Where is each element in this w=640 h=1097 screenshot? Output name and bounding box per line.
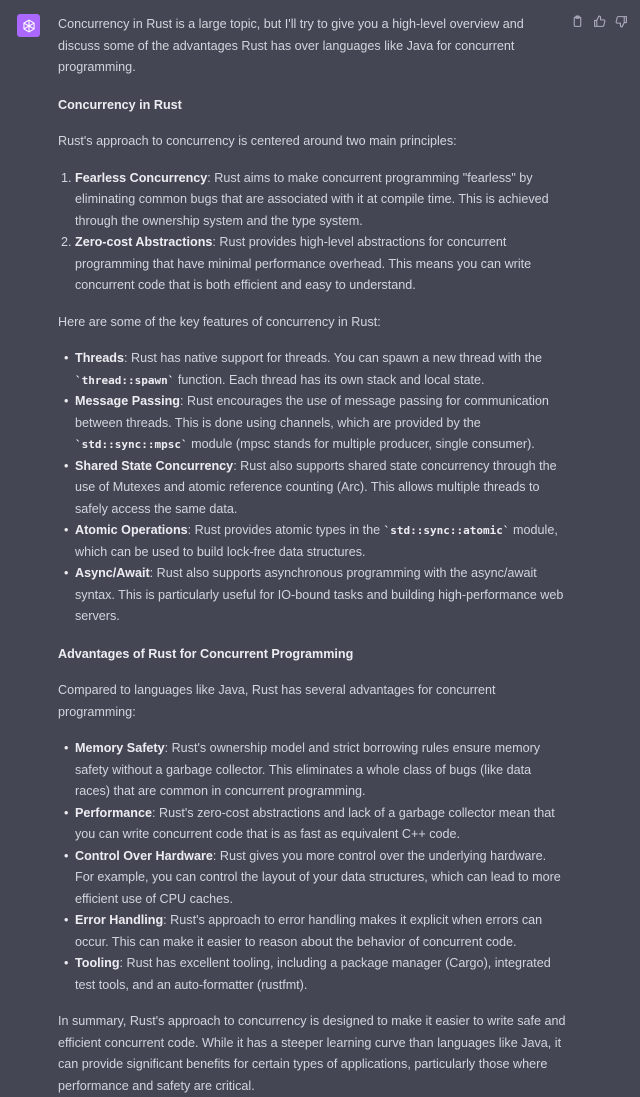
- list-item: 2. Zero-cost Abstractions: Rust provides high-level abstractions for concurrent programming that have minimal performance overhead. This means you can write concurrent code that is both efficient and easy to understand.: [75, 232, 568, 297]
- list-item: • Shared State Concurrency: Rust also supports shared state concurrency through the use of Mutexes and atomic reference counting (Arc). This allows multiple threads to safely access the same data.: [75, 456, 568, 521]
- list-item: • Error Handling: Rust's approach to error handling makes it explicit when errors can occur. This can make it easier to reason about the behavior of concurrent code.: [75, 910, 568, 953]
- features-lead: Here are some of the key features of concurrency in Rust:: [58, 314, 381, 329]
- section-heading-advantages: Advantages of Rust for Concurrent Programming: [58, 646, 354, 661]
- list-item: • Async/Await: Rust also supports asynchronous programming with the async/await syntax. This is particularly useful for IO-bound tasks and building high-performance web servers.: [75, 563, 568, 628]
- list-item: • Performance: Rust's zero-cost abstractions and lack of a garbage collector mean that you can write concurrent code that is as fast as equivalent C++ code.: [75, 803, 568, 846]
- principles-lead: Rust's approach to concurrency is centered around two main principles:: [58, 134, 457, 148]
- advantages-list: [58, 738, 568, 996]
- summary-paragraph: In summary, Rust's approach to concurrency is designed to make it easier to write safe and efficient concurrent code. While it has a steeper learning curve than languages like Java, it can provide significant benefits for certain types of applications, particularly those where performance and safety are critical.: [58, 1014, 566, 1093]
- principles-list: [58, 168, 568, 297]
- thumbs-down-icon[interactable]: [615, 14, 628, 27]
- features-list: [58, 348, 568, 628]
- list-item: • Control Over Hardware: Rust gives you more control over the underlying hardware. For example, you can control the layout of your data structures, which can lead to more efficient use of CPU caches.: [75, 846, 568, 911]
- advantages-lead: Compared to languages like Java, Rust has several advantages for concurrent programming:: [58, 683, 496, 719]
- list-item: • Atomic Operations: Rust provides atomic types in the `std::sync::atomic` module, which can be used to build lock-free data structures.: [75, 520, 568, 563]
- list-item: • Threads: Rust has native support for threads. You can spawn a new thread with the `thread::spawn` function. Each thread has its own stack and local state.: [75, 348, 568, 391]
- list-item: • Message Passing: Rust encourages the use of message passing for communication between threads. This is done using channels, which are provided by the `std::sync::mpsc` module (mpsc stands for multiple producer, single consumer).: [75, 391, 568, 456]
- thumbs-up-icon[interactable]: [593, 14, 606, 27]
- clipboard-icon[interactable]: [571, 14, 584, 27]
- openai-logo-icon: [17, 14, 40, 37]
- list-item: • Tooling: Rust has excellent tooling, including a package manager (Cargo), integrated test tools, and an auto-formatter (rustfmt).: [75, 953, 568, 996]
- assistant-message: [58, 14, 568, 1097]
- message-actions: [571, 14, 628, 27]
- list-item: 1. Fearless Concurrency: Rust aims to make concurrent programming "fearless" by eliminating common bugs that are associated with it at compile time. This is achieved through the ownership system and the type system.: [75, 168, 568, 233]
- list-item: • Memory Safety: Rust's ownership model and strict borrowing rules ensure memory safety without a garbage collector. This eliminates a whole class of bugs (like data races) that are common in concurrent programming.: [75, 738, 568, 803]
- intro-paragraph: Concurrency in Rust is a large topic, but I'll try to give you a high-level overview and discuss some of the advantages Rust has over languages like Java for concurrent programming.: [58, 17, 524, 74]
- section-heading-concurrency: Concurrency in Rust: [58, 97, 182, 112]
